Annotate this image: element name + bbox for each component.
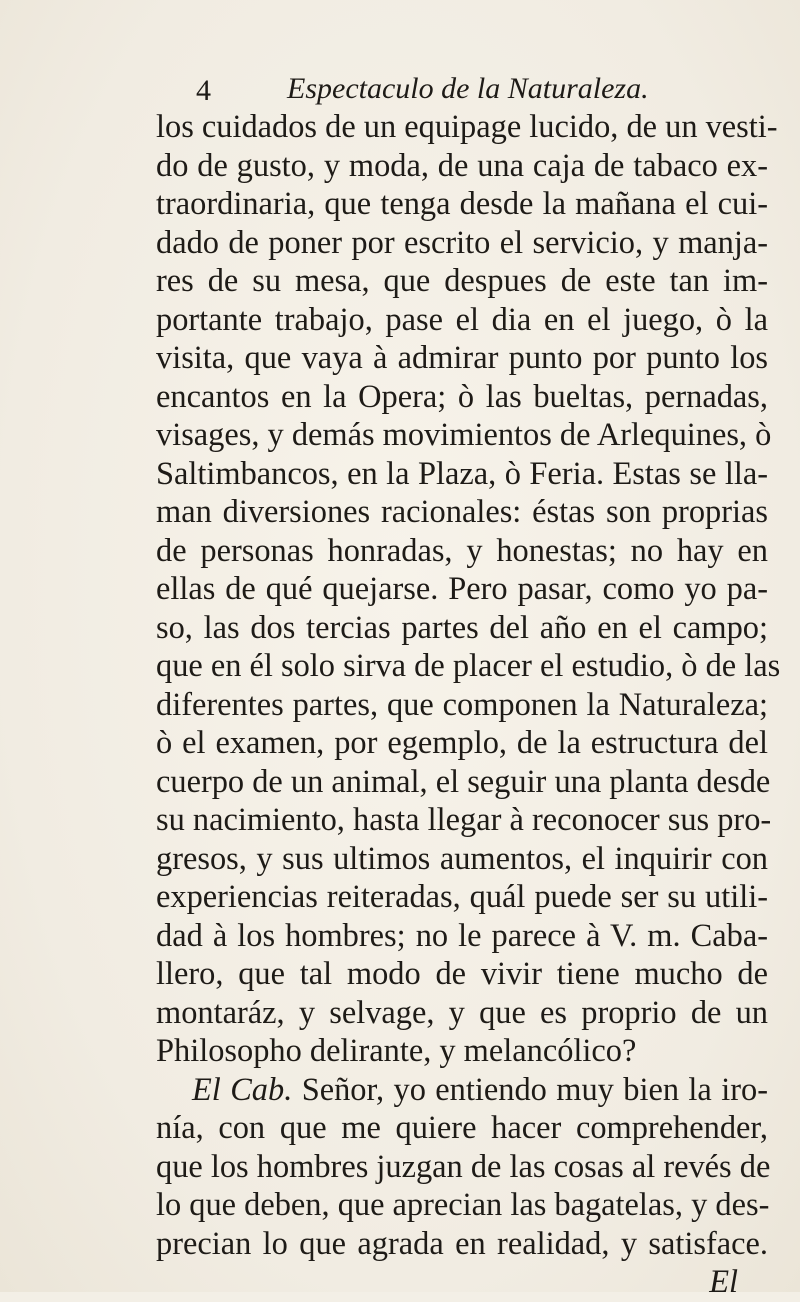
text-line: traordinaria, que tenga desde la mañana el cui- — [156, 186, 768, 222]
text-line: res de su mesa, que despues de este tan im- — [156, 263, 768, 299]
speaker-label: El Cab. — [192, 1071, 293, 1108]
running-title: Espectaculo de la Naturaleza. — [287, 72, 649, 105]
text-line: encantos en la Opera; ò las bueltas, pernadas, — [156, 378, 768, 415]
paragraph-1 — [156, 108, 781, 1071]
text-line: Philosopho delirante, y melancólico? — [156, 1033, 637, 1069]
body-text — [156, 108, 781, 1302]
text-line: dado de poner por escrito el servicio, y manja- — [156, 224, 768, 261]
text-line: los cuidados de un equipage lucido, de un vesti- — [156, 109, 778, 145]
text-line: do de gusto, y moda, de una caja de tabaco ex- — [156, 147, 768, 184]
text-line: so, las dos tercias partes del año en el campo; — [156, 609, 768, 646]
catchword: El — [709, 1264, 738, 1300]
text-line: visages, y demás movimientos de Arlequines, ò — [156, 417, 772, 453]
page-header — [150, 72, 790, 112]
text-line: Saltimbancos, en la Plaza, ò Feria. Estas se lla- — [156, 455, 768, 492]
text-line: ò el examen, por egemplo, de la estructura del — [156, 725, 768, 761]
text-line: de personas honradas, y honestas; no hay en — [156, 532, 768, 569]
text-line: visita, que vaya à admirar punto por punto los — [156, 340, 768, 376]
text-line: precian lo que agrada en realidad, y satisface. — [156, 1225, 768, 1262]
text-line: experiencias reiteradas, quál puede ser su utili- — [156, 879, 768, 915]
text-line: cuerpo de un animal, el seguir una planta desde — [156, 763, 771, 800]
page-number: 4 — [196, 74, 211, 107]
text-line: montaráz, y selvage, y que es proprio de un — [156, 994, 768, 1031]
paragraph-2 — [156, 1071, 771, 1264]
text-line: que en él solo sirva de placer el estudio, ò de las — [156, 648, 781, 684]
text-line: que los hombres juzgan de las cosas al revés de — [156, 1148, 771, 1185]
text-line — [156, 1071, 768, 1110]
text-line-rest: Señor, yo entiendo muy bien la iro- — [301, 1071, 768, 1108]
text-line: dad à los hombres; no le parece à V. m. Caba- — [156, 917, 768, 954]
text-line: man diversiones racionales: éstas son proprias — [156, 494, 768, 530]
text-line: diferentes partes, que componen la Naturaleza; — [156, 686, 768, 723]
text-line: lo que deben, que aprecian las bagatelas, y des- — [156, 1187, 770, 1223]
text-line: nía, con que me quiere hacer comprehender, — [156, 1110, 768, 1146]
text-line: gresos, y sus ultimos aumentos, el inquirir con — [156, 840, 768, 877]
text-line: su nacimiento, hasta llegar à reconocer sus pro- — [156, 802, 772, 838]
text-line: portante trabajo, pase el dia en el juego, ò la — [156, 301, 768, 338]
text-line: ellas de qué quejarse. Pero pasar, como yo pa- — [156, 571, 768, 607]
text-line: llero, que tal modo de vivir tiene mucho de — [156, 956, 768, 992]
